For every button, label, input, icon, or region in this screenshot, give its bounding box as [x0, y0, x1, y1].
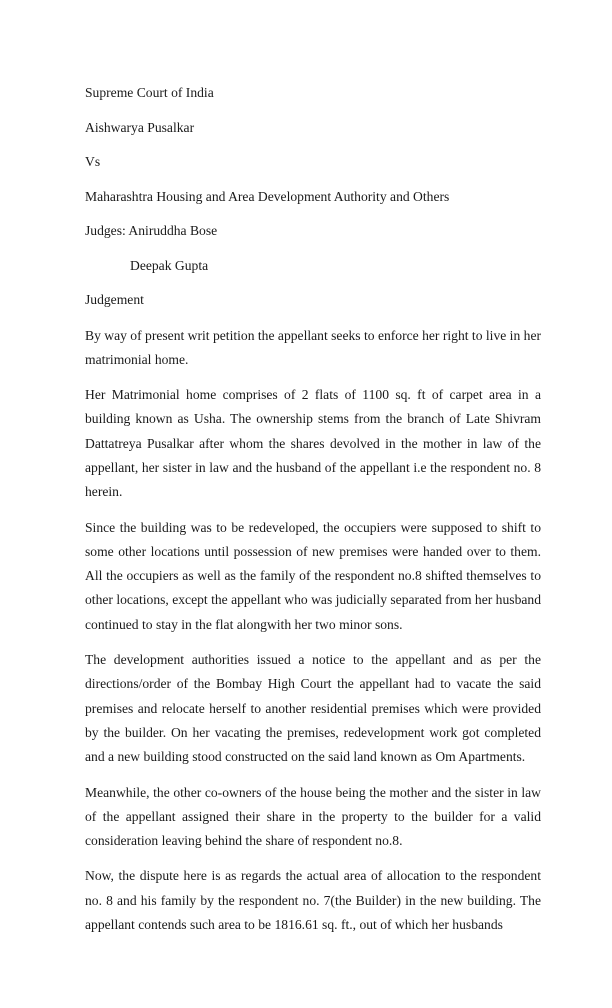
versus-label: Vs	[85, 154, 101, 169]
paragraph-5: Meanwhile, the other co-owners of the house being the mother and the sister in law of the appellant assigned their share in the property to the builder for a valid consideration leaving behind the share of respondent no.8.	[85, 784, 541, 849]
respondent-name: Maharashtra Housing and Area Development Authority and Others	[85, 188, 450, 204]
second-judge: Deepak Gupta	[130, 257, 209, 273]
paragraph-3: Since the building was to be redeveloped, the occupiers were supposed to shift to some other locations until possession of new premises were handed over to them. All the occupiers as well as the family of the respondent no.8 shifted themselves to other locations, except the appellant who was judicially separated from her husband continued to stay in the flat alongwith her two minor sons.	[85, 519, 541, 632]
paragraph-6: Now, the dispute here is as regards the actual area of allocation to the respondent no. 8 and his family by the respondent no. 7(the Builder) in the new building. The appellant contends such area to be 1816.61 sq. ft., out of which her husbands	[85, 868, 541, 933]
judges-line: Judges: Aniruddha Bose	[85, 223, 218, 238]
court-name: Supreme Court of India	[85, 85, 214, 100]
paragraph-4: The development authorities issued a notice to the appellant and as per the directions/order of the Bombay High Court the appellant had to vacate the said premises and relocate herself to another residential premises which were provided by the builder. On her vacating the premises, redevelopment work got completed and a new building stood constructed on the said land known as Om Apartments.	[85, 652, 541, 765]
petitioner-name: Aishwarya Pusalkar	[85, 119, 195, 135]
paragraph-2: Her Matrimonial home comprises of 2 flats of 1100 sq. ft of carpet area in a building known as Usha. The ownership stems from the branch of Late Shivram Dattatreya Pusalkar after whom the shares devolved in the mother in law of the appellant, her sister in law and the husband of the appellant i.e the respondent no. 8 herein.	[85, 387, 541, 500]
paragraph-1: By way of present writ petition the appellant seeks to enforce her right to live in her matrimonial home.	[85, 327, 542, 367]
judgement-heading: Judgement	[85, 292, 144, 307]
document-page	[85, 82, 541, 948]
